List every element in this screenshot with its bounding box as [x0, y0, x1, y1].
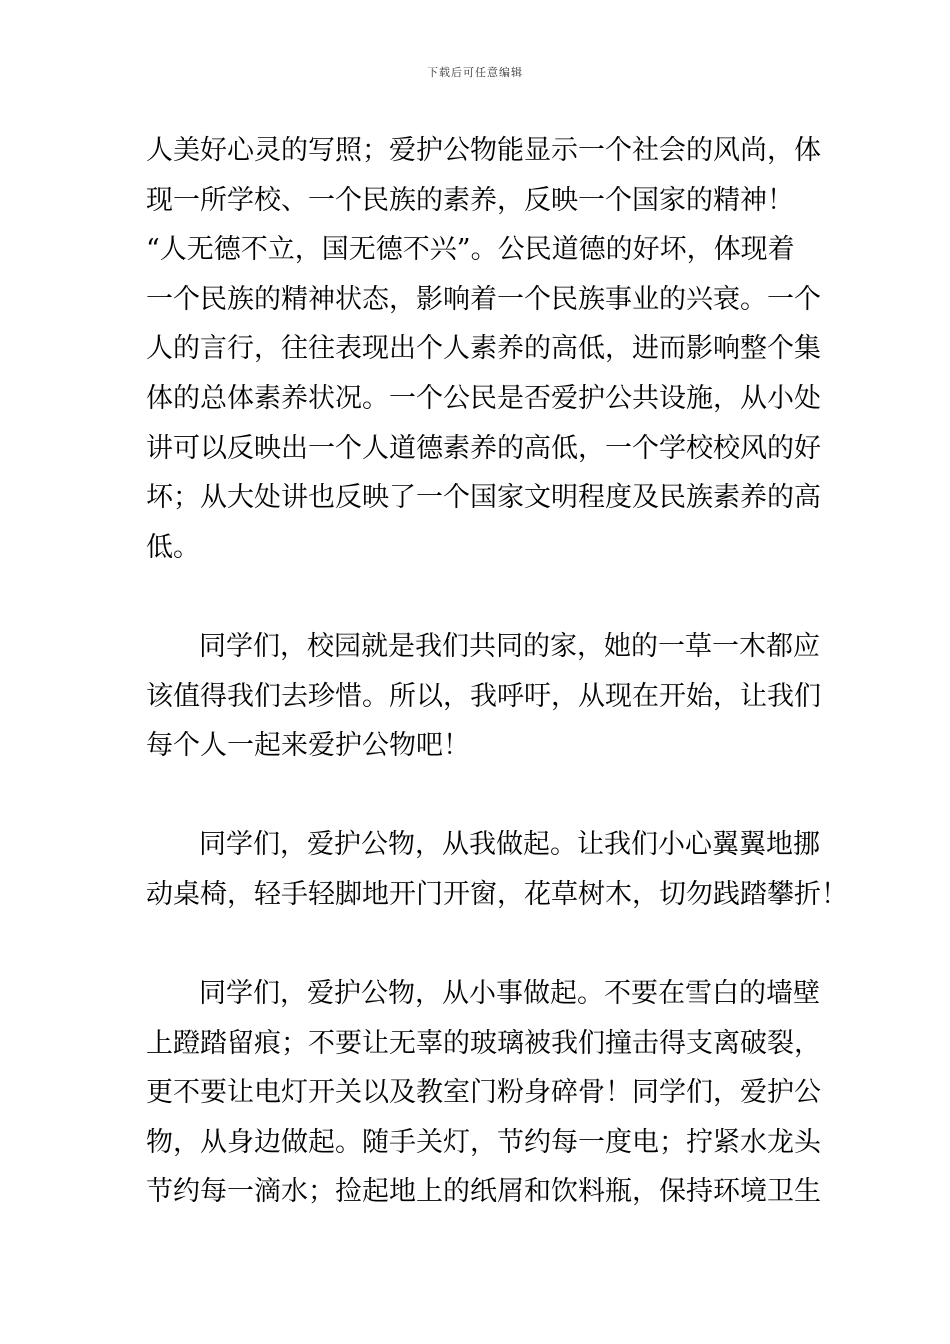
- text-line: 节约每一滴水；捡起地上的纸屑和饮料瓶，保持环境卫生: [146, 1176, 821, 1208]
- text-line: 动桌椅，轻手轻脚地开门开窗，花草树木，切勿践踏攀折！: [146, 878, 848, 910]
- paragraph-first-line: 同学们，爱护公物，从我做起。让我们小心翼翼地挪: [199, 829, 820, 861]
- text-line: 体的总体素养状况。一个公民是否爱护公共设施，从小处: [146, 382, 821, 414]
- text-line: 人的言行，往往表现出个人素养的高低，进而影响整个集: [146, 333, 821, 365]
- paragraph-gap: [146, 572, 810, 622]
- text-line: 人美好心灵的写照；爱护公物能显示一个社会的风尚，体: [146, 135, 821, 166]
- text-line: “人无德不立，国无德不兴”。公民道德的好坏，体现着: [146, 234, 795, 266]
- text-line: 该值得我们去珍惜。所以，我呼吁，从现在开始，让我们: [146, 680, 821, 712]
- text-line: 坏；从大处讲也反映了一个国家文明程度及民族素养的高: [146, 482, 821, 514]
- text-line: 一个民族的精神状态，影响着一个民族事业的兴衰。一个: [146, 283, 821, 315]
- text-line: 每个人一起来爱护公物吧！: [146, 730, 470, 762]
- paragraph-gap: [146, 771, 810, 821]
- text-line: 更不要让电灯开关以及教室门粉身碎骨！同学们，爱护公: [146, 1077, 821, 1109]
- text-line: 上蹬踏留痕；不要让无辜的玻璃被我们撞击得支离破裂，: [146, 1027, 821, 1059]
- text-line: 低。: [146, 531, 200, 563]
- text-line: 讲可以反映出一个人道德素养的高低，一个学校校风的好: [146, 432, 821, 464]
- header-note: 下载后可任意编辑: [427, 66, 523, 79]
- paragraph-first-line: 同学们，爱护公物，从小事做起。不要在雪白的墙壁: [199, 978, 820, 1010]
- paragraph-gap: [146, 920, 810, 970]
- text-line: 物，从身边做起。随手关灯，节约每一度电；拧紧水龙头: [146, 1126, 821, 1158]
- text-line: 现一所学校、一个民族的素养，反映一个国家的精神！: [146, 184, 794, 216]
- paragraph-first-line: 同学们，校园就是我们共同的家，她的一草一木都应: [199, 630, 820, 662]
- body-text: [146, 126, 848, 1217]
